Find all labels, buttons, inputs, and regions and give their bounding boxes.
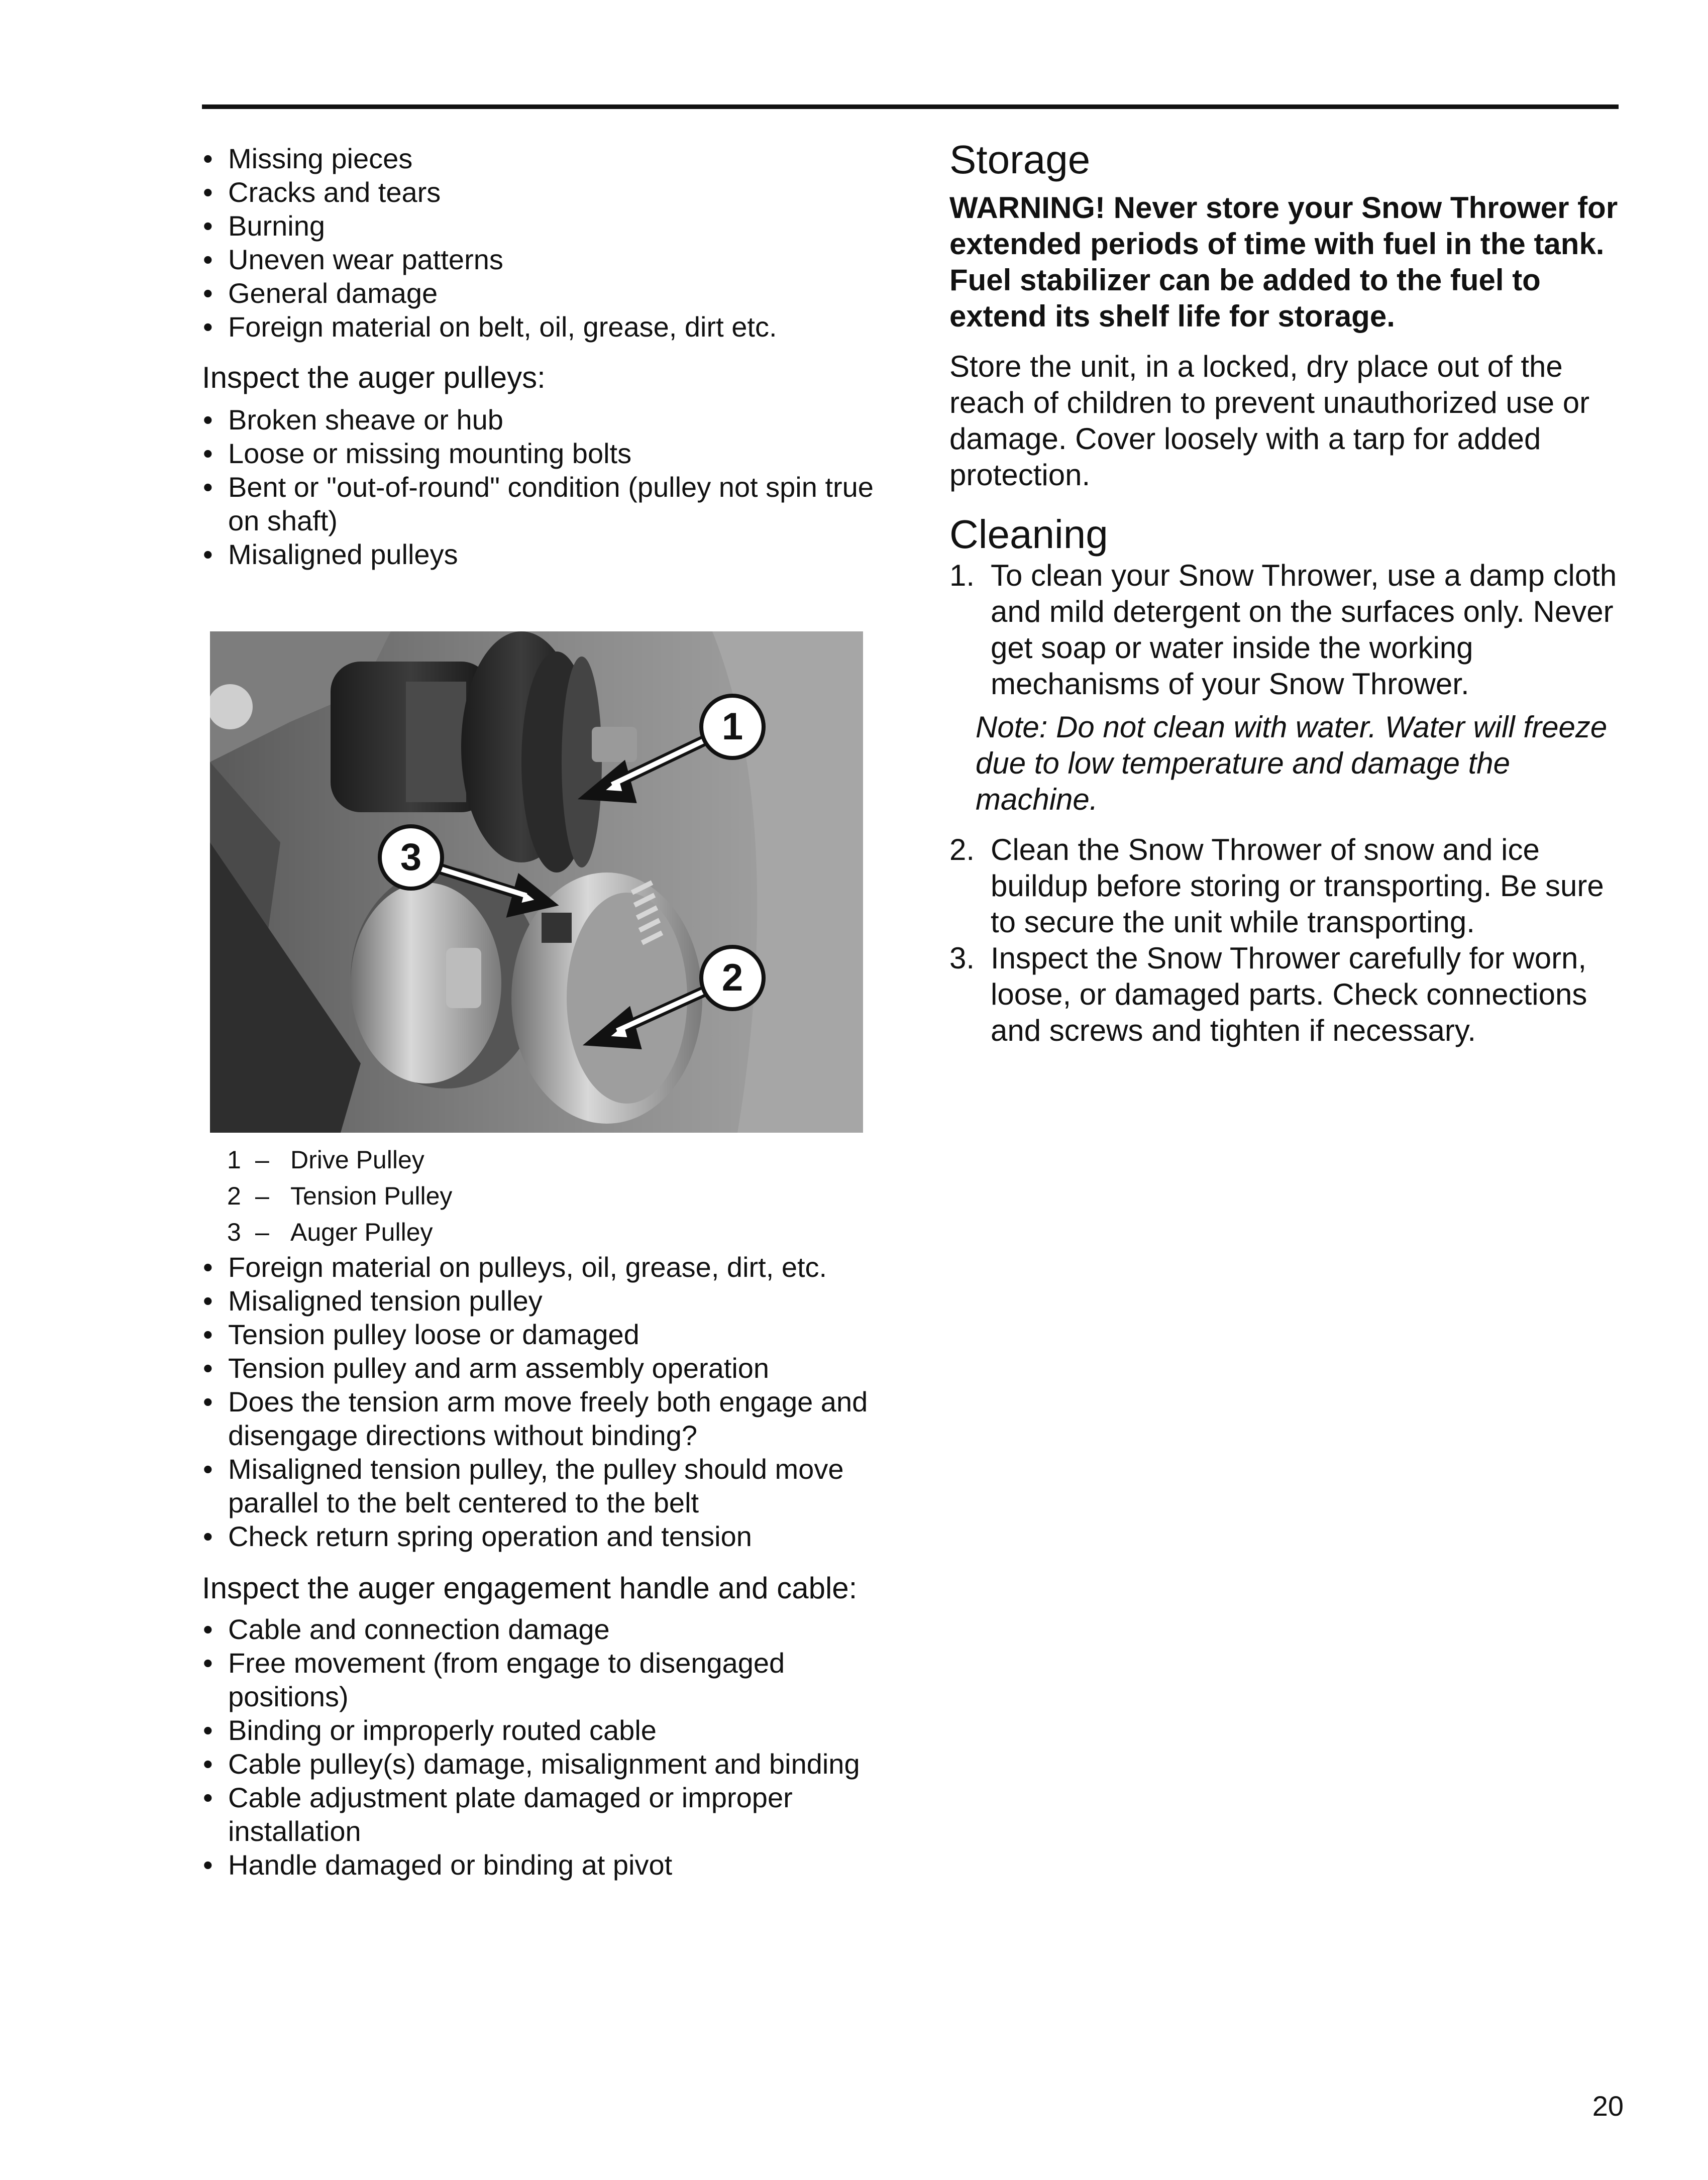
pulley-inspection-list [202,403,885,571]
cleaning-heading: Cleaning [949,512,1108,557]
pulley-illustration [210,631,863,1133]
tension-pulley-list [202,1250,885,1553]
callout-3 [380,826,442,889]
list-item: • Cable pulley(s) damage, misalignment and binding [202,1747,885,1781]
figure-legend [227,1142,885,1250]
auger-pulleys-heading: Inspect the auger pulleys: [202,361,546,394]
list-item: • Does the tension arm move freely both engage and disengage directions without binding? [202,1385,885,1452]
list-item: • Foreign material on pulleys, oil, grease, dirt, etc. [202,1250,885,1284]
list-item: • Tension pulley loose or damaged [202,1318,885,1351]
list-item: • Burning [202,209,885,243]
step-number: 2. [949,833,975,866]
legend-label: Auger Pulley [290,1218,433,1246]
step-number: 1. [949,559,975,592]
list-item: • Broken sheave or hub [202,403,885,437]
list-item: • Uneven wear patterns [202,243,885,276]
list-item: • Cracks and tears [202,175,885,209]
step-text: Clean the Snow Thrower of snow and ice buildup before storing or transporting. Be sure to secure the unit while transporting. [991,833,1604,939]
callout-1-label: 1 [721,705,743,748]
list-item: • Handle damaged or binding at pivot [202,1848,885,1882]
top-rule [202,104,1619,109]
legend-label: Tension Pulley [290,1182,453,1210]
cleaning-step [949,832,1623,940]
engagement-handle-heading: Inspect the auger engagement handle and cable: [202,1571,858,1605]
right-column [949,137,1623,1049]
page-number: 20 [1592,2090,1624,2122]
callout-1 [701,696,764,758]
list-item: • Bent or "out-of-round" condition (pulley not spin true on shaft) [202,470,885,537]
legend-label: Drive Pulley [290,1146,424,1174]
legend-row [227,1142,885,1178]
storage-body: Store the unit, in a locked, dry place out of the reach of children to prevent unauthorized use or damage. Cover loosely with a tarp for added protection. [949,350,1590,492]
callout-2-label: 2 [721,956,743,999]
storage-warning: WARNING! Never store your Snow Thrower for extended periods of time with fuel in the tank. Fuel stabilizer can be added to the fuel to extend its shelf life for storage. [949,191,1618,333]
callout-2 [701,947,764,1009]
cleaning-step [949,558,1623,702]
belt-inspection-list [202,142,885,344]
list-item: • Binding or improperly routed cable [202,1713,885,1747]
handle-cable-list [202,1612,885,1882]
list-item: • Missing pieces [202,142,885,175]
list-item: • Check return spring operation and tension [202,1519,885,1553]
storage-heading: Storage [949,137,1091,182]
cleaning-steps [949,558,1623,702]
cleaning-steps-continued [949,832,1623,1049]
list-item: • Misaligned tension pulley, the pulley should move parallel to the belt centered to the belt [202,1452,885,1519]
legend-dash: – [255,1182,269,1210]
step-text: To clean your Snow Thrower, use a damp cloth and mild detergent on the surfaces only. Never get soap or water inside the working mechanisms of your Snow Thrower. [991,559,1617,701]
legend-number: 2 [227,1182,241,1210]
step-text: Inspect the Snow Thrower carefully for worn, loose, or damaged parts. Check connections and screws and tighten if necessary. [991,941,1587,1047]
list-item: • Misaligned tension pulley [202,1284,885,1318]
list-item: • Foreign material on belt, oil, grease, dirt etc. [202,310,885,344]
list-item: • Free movement (from engage to disengaged positions) [202,1646,885,1713]
list-item: • General damage [202,276,885,310]
callout-3-label: 3 [400,836,422,879]
legend-dash: – [255,1146,269,1174]
legend-number: 1 [227,1146,241,1174]
step-number: 3. [949,941,975,975]
list-item: • Loose or missing mounting bolts [202,437,885,470]
cleaning-step [949,940,1623,1049]
list-item: • Misaligned pulleys [202,537,885,571]
left-column [202,142,885,1882]
legend-row [227,1214,885,1250]
legend-number: 3 [227,1218,241,1246]
list-item: • Cable and connection damage [202,1612,885,1646]
list-item: • Cable adjustment plate damaged or improper installation [202,1781,885,1848]
legend-dash: – [255,1218,269,1246]
pulley-photo [210,631,863,1133]
list-item: • Tension pulley and arm assembly operation [202,1351,885,1385]
legend-row [227,1178,885,1214]
cleaning-note: Note: Do not clean with water. Water will freeze due to low temperature and damage the machine. [976,710,1608,816]
